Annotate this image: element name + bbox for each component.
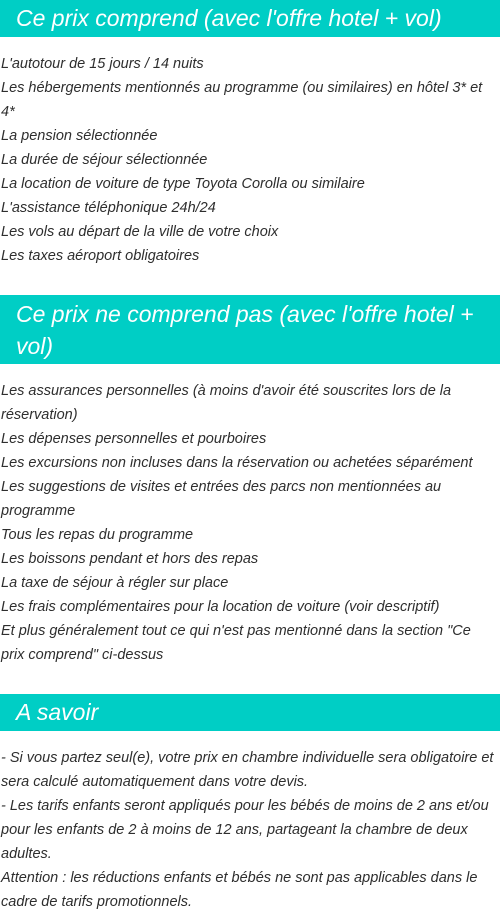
- included-item: Les taxes aéroport obligatoires: [1, 248, 200, 264]
- included-item: La location de voiture de type Toyota Corolla ou similaire: [1, 176, 365, 192]
- included-item: L'assistance téléphonique 24h/24: [1, 200, 216, 216]
- included-list: [0, 52, 500, 268]
- excluded-list: [0, 379, 500, 667]
- excluded-item: Les assurances personnelles (à moins d'avoir été souscrites lors de la réservation): [1, 383, 452, 423]
- included-item: La pension sélectionnée: [1, 128, 158, 144]
- excluded-item: Les excursions non incluses dans la réservation ou achetées séparément: [1, 455, 473, 471]
- info-item: - Si vous partez seul(e), votre prix en chambre individuelle sera obligatoire et sera calculé automatiquement dans votre devis.: [1, 750, 494, 790]
- info-item: - Les tarifs enfants seront appliqués pour les bébés de moins de 2 ans et/ou pour les enfants de 2 à moins de 12 ans, partageant la chambre de deux adultes.: [1, 798, 489, 862]
- included-section-title: Ce prix comprend (avec l'offre hotel + vol): [0, 0, 500, 37]
- info-section-title: A savoir: [0, 694, 500, 731]
- excluded-item: Tous les repas du programme: [1, 527, 194, 543]
- included-item: Les vols au départ de la ville de votre choix: [1, 224, 279, 240]
- excluded-item: Les dépenses personnelles et pourboires: [1, 431, 267, 447]
- excluded-item: Les frais complémentaires pour la location de voiture (voir descriptif): [1, 599, 440, 615]
- excluded-item: Et plus généralement tout ce qui n'est pas mentionné dans la section "Ce prix comprend" ci-dessus: [1, 623, 471, 663]
- included-item: La durée de séjour sélectionnée: [1, 152, 208, 168]
- excluded-item: Les suggestions de visites et entrées des parcs non mentionnées au programme: [1, 479, 442, 519]
- included-item: Les hébergements mentionnés au programme (ou similaires) en hôtel 3* et 4*: [1, 80, 483, 120]
- excluded-section-title: Ce prix ne comprend pas (avec l'offre hotel + vol): [0, 295, 500, 364]
- info-item: Attention : les réductions enfants et bébés ne sont pas applicables dans le cadre de tarifs promotionnels.: [1, 870, 478, 910]
- excluded-item: La taxe de séjour à régler sur place: [1, 575, 229, 591]
- excluded-item: Les boissons pendant et hors des repas: [1, 551, 259, 567]
- included-item: L'autotour de 15 jours / 14 nuits: [1, 56, 204, 72]
- info-list: [0, 746, 500, 914]
